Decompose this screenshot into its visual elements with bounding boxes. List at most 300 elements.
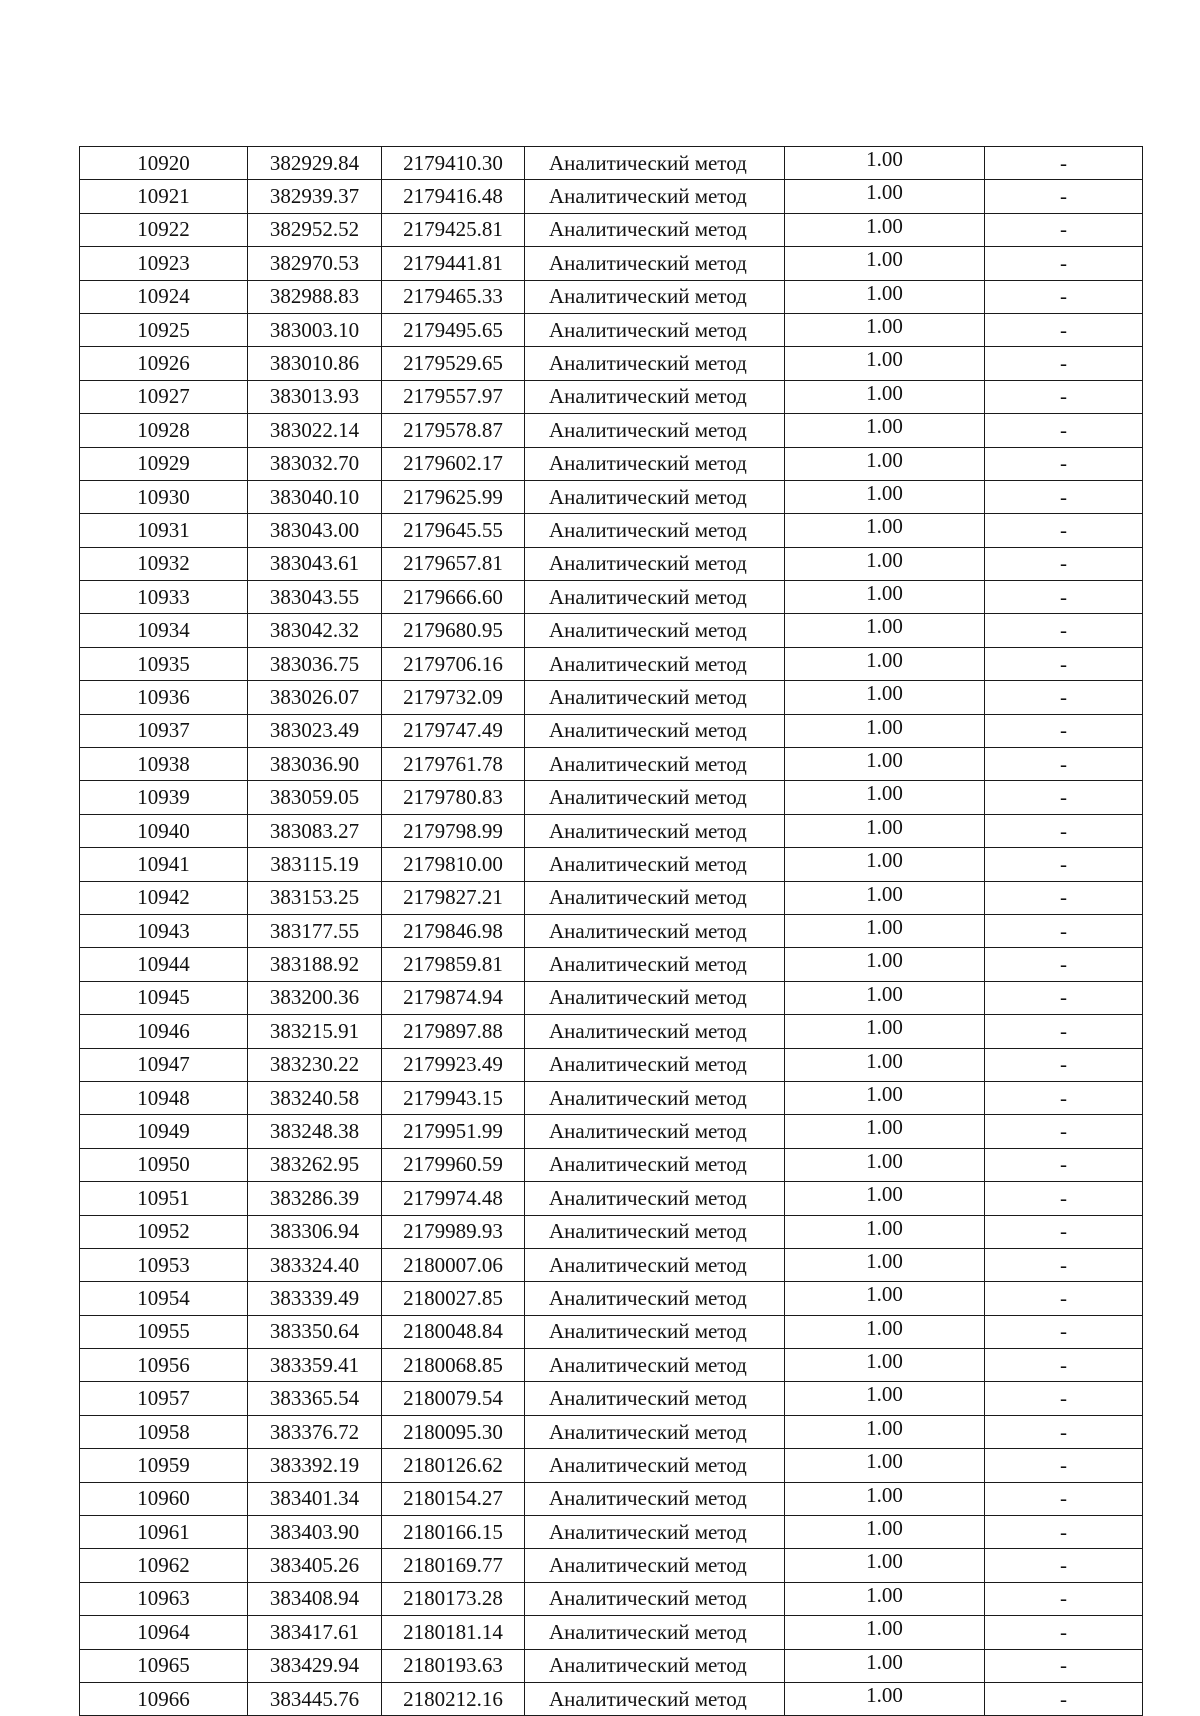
table-row <box>80 881 1143 914</box>
y-coordinate-cell: 2179645.55 <box>382 514 525 547</box>
point-number-cell: 10958 <box>80 1415 248 1448</box>
x-coordinate-cell: 383248.38 <box>248 1115 382 1148</box>
x-coordinate-cell: 383429.94 <box>248 1649 382 1682</box>
note-cell: - <box>985 313 1143 346</box>
note-cell: - <box>985 447 1143 480</box>
x-coordinate-cell: 383417.61 <box>248 1616 382 1649</box>
note-cell: - <box>985 247 1143 280</box>
table-row <box>80 180 1143 213</box>
method-cell: Аналитический метод <box>525 1282 785 1315</box>
method-cell: Аналитический метод <box>525 1516 785 1549</box>
x-coordinate-cell: 383003.10 <box>248 313 382 346</box>
accuracy-cell: 1.00 <box>785 1315 985 1348</box>
note-cell: - <box>985 647 1143 680</box>
point-number-cell: 10921 <box>80 180 248 213</box>
accuracy-cell: 1.00 <box>785 1349 985 1382</box>
x-coordinate-cell: 383042.32 <box>248 614 382 647</box>
point-number-cell: 10940 <box>80 814 248 847</box>
note-cell: - <box>985 1081 1143 1114</box>
table-row <box>80 1248 1143 1281</box>
y-coordinate-cell: 2179846.98 <box>382 914 525 947</box>
method-cell: Аналитический метод <box>525 881 785 914</box>
method-cell: Аналитический метод <box>525 647 785 680</box>
accuracy-cell: 1.00 <box>785 614 985 647</box>
x-coordinate-cell: 383445.76 <box>248 1682 382 1715</box>
method-cell: Аналитический метод <box>525 380 785 413</box>
accuracy-cell: 1.00 <box>785 881 985 914</box>
point-number-cell: 10953 <box>80 1248 248 1281</box>
method-cell: Аналитический метод <box>525 614 785 647</box>
y-coordinate-cell: 2180154.27 <box>382 1482 525 1515</box>
y-coordinate-cell: 2179732.09 <box>382 681 525 714</box>
y-coordinate-cell: 2179602.17 <box>382 447 525 480</box>
point-number-cell: 10952 <box>80 1215 248 1248</box>
y-coordinate-cell: 2179495.65 <box>382 313 525 346</box>
accuracy-cell: 1.00 <box>785 781 985 814</box>
y-coordinate-cell: 2180048.84 <box>382 1315 525 1348</box>
point-number-cell: 10927 <box>80 380 248 413</box>
accuracy-cell: 1.00 <box>785 1582 985 1615</box>
accuracy-cell: 1.00 <box>785 1516 985 1549</box>
method-cell: Аналитический метод <box>525 247 785 280</box>
y-coordinate-cell: 2179874.94 <box>382 981 525 1014</box>
y-coordinate-cell: 2179557.97 <box>382 380 525 413</box>
y-coordinate-cell: 2179657.81 <box>382 547 525 580</box>
note-cell: - <box>985 1182 1143 1215</box>
note-cell: - <box>985 1682 1143 1715</box>
x-coordinate-cell: 382952.52 <box>248 213 382 246</box>
accuracy-cell: 1.00 <box>785 1115 985 1148</box>
point-number-cell: 10941 <box>80 848 248 881</box>
table-row <box>80 781 1143 814</box>
point-number-cell: 10962 <box>80 1549 248 1582</box>
table-row <box>80 280 1143 313</box>
point-number-cell: 10949 <box>80 1115 248 1148</box>
note-cell: - <box>985 681 1143 714</box>
note-cell: - <box>985 781 1143 814</box>
note-cell: - <box>985 714 1143 747</box>
y-coordinate-cell: 2180193.63 <box>382 1649 525 1682</box>
note-cell: - <box>985 1516 1143 1549</box>
y-coordinate-cell: 2180173.28 <box>382 1582 525 1615</box>
accuracy-cell: 1.00 <box>785 714 985 747</box>
y-coordinate-cell: 2179974.48 <box>382 1182 525 1215</box>
note-cell: - <box>985 1649 1143 1682</box>
accuracy-cell: 1.00 <box>785 380 985 413</box>
method-cell: Аналитический метод <box>525 1649 785 1682</box>
x-coordinate-cell: 383026.07 <box>248 681 382 714</box>
table-row <box>80 1449 1143 1482</box>
point-number-cell: 10959 <box>80 1449 248 1482</box>
accuracy-cell: 1.00 <box>785 814 985 847</box>
point-number-cell: 10964 <box>80 1616 248 1649</box>
note-cell: - <box>985 1115 1143 1148</box>
y-coordinate-cell: 2179747.49 <box>382 714 525 747</box>
table-row <box>80 414 1143 447</box>
method-cell: Аналитический метод <box>525 447 785 480</box>
note-cell: - <box>985 948 1143 981</box>
point-number-cell: 10943 <box>80 914 248 947</box>
point-number-cell: 10926 <box>80 347 248 380</box>
note-cell: - <box>985 1315 1143 1348</box>
note-cell: - <box>985 748 1143 781</box>
accuracy-cell: 1.00 <box>785 514 985 547</box>
y-coordinate-cell: 2180027.85 <box>382 1282 525 1315</box>
method-cell: Аналитический метод <box>525 1349 785 1382</box>
accuracy-cell: 1.00 <box>785 313 985 346</box>
method-cell: Аналитический метод <box>525 581 785 614</box>
method-cell: Аналитический метод <box>525 147 785 180</box>
table-row <box>80 1549 1143 1582</box>
point-number-cell: 10933 <box>80 581 248 614</box>
table-row <box>80 514 1143 547</box>
accuracy-cell: 1.00 <box>785 247 985 280</box>
y-coordinate-cell: 2179798.99 <box>382 814 525 847</box>
x-coordinate-cell: 383262.95 <box>248 1148 382 1181</box>
table-row <box>80 948 1143 981</box>
note-cell: - <box>985 1282 1143 1315</box>
accuracy-cell: 1.00 <box>785 1148 985 1181</box>
note-cell: - <box>985 280 1143 313</box>
note-cell: - <box>985 1048 1143 1081</box>
y-coordinate-cell: 2179441.81 <box>382 247 525 280</box>
table-row <box>80 1148 1143 1181</box>
note-cell: - <box>985 380 1143 413</box>
method-cell: Аналитический метод <box>525 948 785 981</box>
method-cell: Аналитический метод <box>525 1482 785 1515</box>
x-coordinate-cell: 383043.55 <box>248 581 382 614</box>
note-cell: - <box>985 147 1143 180</box>
y-coordinate-cell: 2180181.14 <box>382 1616 525 1649</box>
x-coordinate-cell: 383408.94 <box>248 1582 382 1615</box>
point-number-cell: 10966 <box>80 1682 248 1715</box>
note-cell: - <box>985 581 1143 614</box>
y-coordinate-cell: 2179416.48 <box>382 180 525 213</box>
note-cell: - <box>985 480 1143 513</box>
table-row <box>80 247 1143 280</box>
y-coordinate-cell: 2179680.95 <box>382 614 525 647</box>
y-coordinate-cell: 2180169.77 <box>382 1549 525 1582</box>
table-row <box>80 480 1143 513</box>
method-cell: Аналитический метод <box>525 1081 785 1114</box>
x-coordinate-cell: 383022.14 <box>248 414 382 447</box>
x-coordinate-cell: 383040.10 <box>248 480 382 513</box>
note-cell: - <box>985 514 1143 547</box>
table-row <box>80 1382 1143 1415</box>
note-cell: - <box>985 848 1143 881</box>
x-coordinate-cell: 383306.94 <box>248 1215 382 1248</box>
accuracy-cell: 1.00 <box>785 1215 985 1248</box>
table-row <box>80 614 1143 647</box>
point-number-cell: 10923 <box>80 247 248 280</box>
table-row <box>80 581 1143 614</box>
y-coordinate-cell: 2179625.99 <box>382 480 525 513</box>
method-cell: Аналитический метод <box>525 1616 785 1649</box>
x-coordinate-cell: 383215.91 <box>248 1015 382 1048</box>
y-coordinate-cell: 2180126.62 <box>382 1449 525 1482</box>
accuracy-cell: 1.00 <box>785 848 985 881</box>
y-coordinate-cell: 2179666.60 <box>382 581 525 614</box>
accuracy-cell: 1.00 <box>785 547 985 580</box>
note-cell: - <box>985 1215 1143 1248</box>
accuracy-cell: 1.00 <box>785 1649 985 1682</box>
point-number-cell: 10947 <box>80 1048 248 1081</box>
method-cell: Аналитический метод <box>525 1015 785 1048</box>
note-cell: - <box>985 881 1143 914</box>
point-number-cell: 10957 <box>80 1382 248 1415</box>
table-row <box>80 313 1143 346</box>
method-cell: Аналитический метод <box>525 1382 785 1415</box>
accuracy-cell: 1.00 <box>785 480 985 513</box>
point-number-cell: 10935 <box>80 647 248 680</box>
x-coordinate-cell: 383405.26 <box>248 1549 382 1582</box>
point-number-cell: 10954 <box>80 1282 248 1315</box>
method-cell: Аналитический метод <box>525 180 785 213</box>
point-number-cell: 10956 <box>80 1349 248 1382</box>
y-coordinate-cell: 2179761.78 <box>382 748 525 781</box>
coordinates-table <box>79 146 1143 1716</box>
method-cell: Аналитический метод <box>525 1415 785 1448</box>
table-row <box>80 1215 1143 1248</box>
x-coordinate-cell: 383240.58 <box>248 1081 382 1114</box>
note-cell: - <box>985 547 1143 580</box>
note-cell: - <box>985 914 1143 947</box>
table-row <box>80 347 1143 380</box>
accuracy-cell: 1.00 <box>785 1248 985 1281</box>
method-cell: Аналитический метод <box>525 814 785 847</box>
accuracy-cell: 1.00 <box>785 280 985 313</box>
accuracy-cell: 1.00 <box>785 1549 985 1582</box>
accuracy-cell: 1.00 <box>785 914 985 947</box>
x-coordinate-cell: 383188.92 <box>248 948 382 981</box>
table-row <box>80 1182 1143 1215</box>
method-cell: Аналитический метод <box>525 1215 785 1248</box>
method-cell: Аналитический метод <box>525 781 785 814</box>
y-coordinate-cell: 2179897.88 <box>382 1015 525 1048</box>
point-number-cell: 10934 <box>80 614 248 647</box>
table-row <box>80 1315 1143 1348</box>
x-coordinate-cell: 383230.22 <box>248 1048 382 1081</box>
x-coordinate-cell: 383392.19 <box>248 1449 382 1482</box>
x-coordinate-cell: 383401.34 <box>248 1482 382 1515</box>
y-coordinate-cell: 2179410.30 <box>382 147 525 180</box>
point-number-cell: 10948 <box>80 1081 248 1114</box>
y-coordinate-cell: 2180068.85 <box>382 1349 525 1382</box>
y-coordinate-cell: 2179578.87 <box>382 414 525 447</box>
point-number-cell: 10965 <box>80 1649 248 1682</box>
table-row <box>80 380 1143 413</box>
note-cell: - <box>985 814 1143 847</box>
point-number-cell: 10946 <box>80 1015 248 1048</box>
x-coordinate-cell: 382929.84 <box>248 147 382 180</box>
accuracy-cell: 1.00 <box>785 1449 985 1482</box>
note-cell: - <box>985 1248 1143 1281</box>
y-coordinate-cell: 2180007.06 <box>382 1248 525 1281</box>
accuracy-cell: 1.00 <box>785 948 985 981</box>
note-cell: - <box>985 614 1143 647</box>
method-cell: Аналитический метод <box>525 280 785 313</box>
method-cell: Аналитический метод <box>525 347 785 380</box>
table-row <box>80 1415 1143 1448</box>
method-cell: Аналитический метод <box>525 681 785 714</box>
coordinates-table-body <box>80 147 1143 1716</box>
table-row <box>80 748 1143 781</box>
accuracy-cell: 1.00 <box>785 1048 985 1081</box>
table-row <box>80 447 1143 480</box>
method-cell: Аналитический метод <box>525 480 785 513</box>
y-coordinate-cell: 2179810.00 <box>382 848 525 881</box>
y-coordinate-cell: 2180212.16 <box>382 1682 525 1715</box>
point-number-cell: 10945 <box>80 981 248 1014</box>
point-number-cell: 10951 <box>80 1182 248 1215</box>
method-cell: Аналитический метод <box>525 1449 785 1482</box>
table-row <box>80 213 1143 246</box>
y-coordinate-cell: 2180079.54 <box>382 1382 525 1415</box>
note-cell: - <box>985 1616 1143 1649</box>
table-row <box>80 814 1143 847</box>
table-row <box>80 981 1143 1014</box>
point-number-cell: 10960 <box>80 1482 248 1515</box>
point-number-cell: 10937 <box>80 714 248 747</box>
y-coordinate-cell: 2179706.16 <box>382 647 525 680</box>
x-coordinate-cell: 383032.70 <box>248 447 382 480</box>
table-row <box>80 1349 1143 1382</box>
accuracy-cell: 1.00 <box>785 180 985 213</box>
accuracy-cell: 1.00 <box>785 1382 985 1415</box>
note-cell: - <box>985 1549 1143 1582</box>
accuracy-cell: 1.00 <box>785 147 985 180</box>
x-coordinate-cell: 383359.41 <box>248 1349 382 1382</box>
note-cell: - <box>985 1382 1143 1415</box>
x-coordinate-cell: 383350.64 <box>248 1315 382 1348</box>
note-cell: - <box>985 213 1143 246</box>
method-cell: Аналитический метод <box>525 1182 785 1215</box>
accuracy-cell: 1.00 <box>785 213 985 246</box>
table-row <box>80 147 1143 180</box>
method-cell: Аналитический метод <box>525 213 785 246</box>
method-cell: Аналитический метод <box>525 414 785 447</box>
note-cell: - <box>985 1582 1143 1615</box>
point-number-cell: 10938 <box>80 748 248 781</box>
table-row <box>80 681 1143 714</box>
point-number-cell: 10928 <box>80 414 248 447</box>
y-coordinate-cell: 2179465.33 <box>382 280 525 313</box>
accuracy-cell: 1.00 <box>785 347 985 380</box>
accuracy-cell: 1.00 <box>785 981 985 1014</box>
x-coordinate-cell: 383036.75 <box>248 647 382 680</box>
y-coordinate-cell: 2179960.59 <box>382 1148 525 1181</box>
method-cell: Аналитический метод <box>525 1148 785 1181</box>
x-coordinate-cell: 383376.72 <box>248 1415 382 1448</box>
note-cell: - <box>985 1148 1143 1181</box>
table-row <box>80 1081 1143 1114</box>
table-row <box>80 1115 1143 1148</box>
note-cell: - <box>985 1415 1143 1448</box>
y-coordinate-cell: 2179529.65 <box>382 347 525 380</box>
note-cell: - <box>985 1449 1143 1482</box>
method-cell: Аналитический метод <box>525 1682 785 1715</box>
point-number-cell: 10944 <box>80 948 248 981</box>
accuracy-cell: 1.00 <box>785 1415 985 1448</box>
accuracy-cell: 1.00 <box>785 1081 985 1114</box>
x-coordinate-cell: 382939.37 <box>248 180 382 213</box>
point-number-cell: 10939 <box>80 781 248 814</box>
x-coordinate-cell: 383286.39 <box>248 1182 382 1215</box>
note-cell: - <box>985 1015 1143 1048</box>
x-coordinate-cell: 383043.00 <box>248 514 382 547</box>
table-row <box>80 1616 1143 1649</box>
x-coordinate-cell: 383059.05 <box>248 781 382 814</box>
method-cell: Аналитический метод <box>525 714 785 747</box>
note-cell: - <box>985 1482 1143 1515</box>
method-cell: Аналитический метод <box>525 313 785 346</box>
accuracy-cell: 1.00 <box>785 414 985 447</box>
x-coordinate-cell: 383365.54 <box>248 1382 382 1415</box>
x-coordinate-cell: 383043.61 <box>248 547 382 580</box>
accuracy-cell: 1.00 <box>785 1015 985 1048</box>
method-cell: Аналитический метод <box>525 1248 785 1281</box>
point-number-cell: 10930 <box>80 480 248 513</box>
y-coordinate-cell: 2180095.30 <box>382 1415 525 1448</box>
y-coordinate-cell: 2179951.99 <box>382 1115 525 1148</box>
accuracy-cell: 1.00 <box>785 1182 985 1215</box>
x-coordinate-cell: 383153.25 <box>248 881 382 914</box>
table-row <box>80 1649 1143 1682</box>
accuracy-cell: 1.00 <box>785 1482 985 1515</box>
table-row <box>80 1282 1143 1315</box>
point-number-cell: 10920 <box>80 147 248 180</box>
point-number-cell: 10963 <box>80 1582 248 1615</box>
accuracy-cell: 1.00 <box>785 748 985 781</box>
point-number-cell: 10925 <box>80 313 248 346</box>
method-cell: Аналитический метод <box>525 848 785 881</box>
y-coordinate-cell: 2179989.93 <box>382 1215 525 1248</box>
note-cell: - <box>985 414 1143 447</box>
accuracy-cell: 1.00 <box>785 681 985 714</box>
method-cell: Аналитический метод <box>525 1549 785 1582</box>
method-cell: Аналитический метод <box>525 914 785 947</box>
x-coordinate-cell: 382988.83 <box>248 280 382 313</box>
y-coordinate-cell: 2179425.81 <box>382 213 525 246</box>
method-cell: Аналитический метод <box>525 547 785 580</box>
note-cell: - <box>985 180 1143 213</box>
x-coordinate-cell: 383115.19 <box>248 848 382 881</box>
x-coordinate-cell: 383036.90 <box>248 748 382 781</box>
point-number-cell: 10961 <box>80 1516 248 1549</box>
table-row <box>80 547 1143 580</box>
x-coordinate-cell: 383177.55 <box>248 914 382 947</box>
table-row <box>80 1682 1143 1715</box>
y-coordinate-cell: 2179827.21 <box>382 881 525 914</box>
table-row <box>80 848 1143 881</box>
table-row <box>80 1582 1143 1615</box>
accuracy-cell: 1.00 <box>785 1616 985 1649</box>
method-cell: Аналитический метод <box>525 1315 785 1348</box>
x-coordinate-cell: 383023.49 <box>248 714 382 747</box>
point-number-cell: 10932 <box>80 547 248 580</box>
method-cell: Аналитический метод <box>525 514 785 547</box>
x-coordinate-cell: 383339.49 <box>248 1282 382 1315</box>
accuracy-cell: 1.00 <box>785 447 985 480</box>
table-row <box>80 1015 1143 1048</box>
table-row <box>80 1482 1143 1515</box>
note-cell: - <box>985 981 1143 1014</box>
point-number-cell: 10931 <box>80 514 248 547</box>
x-coordinate-cell: 383200.36 <box>248 981 382 1014</box>
x-coordinate-cell: 382970.53 <box>248 247 382 280</box>
table-row <box>80 714 1143 747</box>
note-cell: - <box>985 1349 1143 1382</box>
